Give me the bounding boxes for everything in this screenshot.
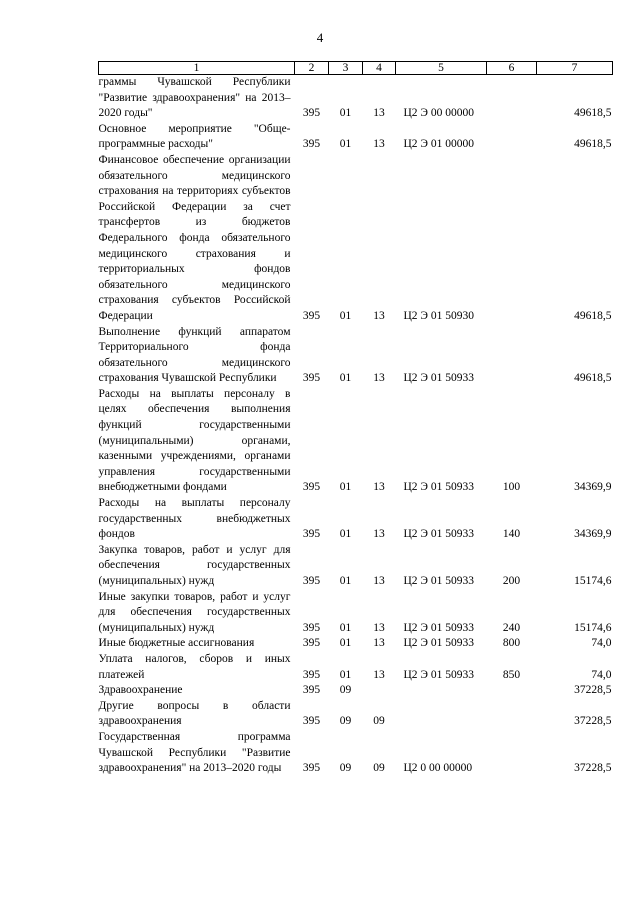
target-article-code [396,683,487,699]
table-row [99,543,613,590]
page-number: 4 [316,30,324,45]
amount: 74,0 [591,668,612,681]
table-row [99,122,613,153]
section-code: 01 [339,481,352,494]
ministry-code: 395 [302,621,321,634]
subsection-code: 13 [373,637,385,650]
subsection-code: 09 [373,715,385,728]
section-code: 09 [339,684,352,697]
expense-type-code: 240 [502,621,521,634]
target-article-code: Ц2 Э 01 50933 [403,621,475,634]
amount: 49618,5 [574,309,612,322]
ministry-code: 395 [302,715,321,728]
table-row [99,496,613,543]
subsection-code: 13 [373,668,385,681]
expense-type-code [487,122,537,153]
header-col-5: 5 [396,62,487,75]
budget-table [98,61,613,777]
section-code: 01 [339,528,352,541]
table-header [99,62,613,75]
subsection-code: 09 [373,762,385,775]
target-article-code: Ц2 Э 01 50930 [403,309,475,322]
expense-type-code: 140 [502,528,521,541]
section-code: 01 [339,668,352,681]
table-row [99,652,613,683]
table-row [99,387,613,496]
amount: 37228,5 [574,762,612,775]
expense-type-code: 100 [502,481,521,494]
subsection-code: 13 [373,621,385,634]
expense-type-code [487,730,537,777]
ministry-code: 395 [302,481,321,494]
subsection-code: 13 [373,575,385,587]
item-name: граммы Чувашской Республики "Развитие здравоохранения" на 2013–2020 годы" [98,76,291,120]
ministry-code: 395 [302,528,321,541]
section-code: 01 [339,621,352,634]
subsection-code: 13 [373,372,385,385]
item-name: Иные закупки товаров, работ и услуг для обеспечения государственных (муниципальных) нужд [98,590,291,634]
amount: 49618,5 [574,372,612,385]
amount: 74,0 [591,637,612,650]
section-code: 01 [339,372,352,385]
ministry-code: 395 [302,309,321,322]
target-article-code: Ц2 Э 01 50933 [403,668,475,681]
target-article-code: Ц2 Э 01 50933 [403,528,475,541]
item-name: Расходы на выплаты персоналу государственных внебюджетных фондов [98,497,291,541]
ministry-code: 395 [302,668,321,681]
item-name: Уплата налогов, сборов и иных платежей [98,652,291,681]
expense-type-code [487,325,537,387]
target-article-code: Ц2 Э 00 00000 [403,107,475,120]
section-code: 09 [339,762,352,775]
amount: 34369,9 [574,481,612,494]
header-col-2: 2 [295,62,329,75]
item-name: Расходы на выплаты персоналу в целях обеспечения выполнения функций государственными (муниципальными) органами, казенными учреждениями, органами управления государственными внебюджетными фондами [98,387,291,494]
item-name: Здравоохранение [98,684,183,697]
subsection-code: 13 [373,138,385,151]
amount: 34369,9 [574,528,612,541]
expense-type-code [487,75,537,122]
item-name: Иные бюджетные ассигнования [98,637,255,650]
expense-type-code: 200 [502,575,521,587]
table-row [99,590,613,637]
header-row [99,62,613,75]
expense-type-code: 850 [502,668,521,681]
item-name: Финансовое обеспечение организации обязательного медицинского страхования на территориях субъектов Российской Федерации за счет трансфертов из бюджетов Федерального фонда обязательного медицинского страхования и территориальных фондов обязательного медицинского страхования субъектов Российской Федерации [98,153,291,322]
section-code: 01 [339,107,352,120]
ministry-code: 395 [302,372,321,385]
section-code: 01 [339,637,352,650]
table-row [99,730,613,777]
expense-type-code: 800 [502,637,521,650]
subsection-code: 13 [373,481,385,494]
ministry-code: 395 [302,684,321,697]
target-article-code [396,699,487,730]
expense-type-code [487,683,537,699]
target-article-code: Ц2 Э 01 50933 [403,481,475,494]
ministry-code: 395 [302,637,321,650]
subsection-code [363,683,396,699]
table-row [99,683,613,699]
amount: 37228,5 [574,684,612,697]
item-name: Выполнение функций аппаратом Территориального фонда обязательного медицинского страхования Чувашской Республики [98,325,291,385]
header-col-7: 7 [537,62,613,75]
table-body [99,75,613,777]
expense-type-code [487,699,537,730]
expense-type-code [487,153,537,325]
header-col-1: 1 [99,62,295,75]
item-name: Основное мероприятие "Обще-программные расходы" [98,122,291,151]
amount: 49618,5 [574,107,612,120]
target-article-code: Ц2 Э 01 50933 [403,372,475,385]
target-article-code: Ц2 Э 01 50933 [403,637,475,650]
table-row [99,153,613,325]
item-name: Государственная программа Чувашской Республики "Развитие здравоохранения" на 2013–2020 годы [98,730,291,775]
header-col-4: 4 [363,62,396,75]
section-code: 01 [339,309,352,322]
header-col-3: 3 [329,62,363,75]
item-name: Другие вопросы в области здравоохранения [98,699,291,728]
ministry-code: 395 [302,762,321,775]
subsection-code: 13 [373,107,385,120]
amount: 49618,5 [574,138,612,151]
table-row [99,699,613,730]
amount: 15174,6 [574,621,612,634]
section-code: 09 [339,715,352,728]
table-row [99,325,613,387]
section-code: 01 [339,138,352,151]
target-article-code: Ц2 Э 01 50933 [403,575,475,587]
item-name: Закупка товаров, работ и услуг для обеспечения государственных (муниципальных) нужд [98,543,291,587]
amount: 15174,6 [574,575,612,587]
table-row [99,75,613,122]
ministry-code: 395 [302,107,321,120]
target-article-code: Ц2 Э 01 00000 [403,138,475,151]
table-row [99,636,613,652]
amount: 37228,5 [574,715,612,728]
section-code: 01 [339,575,352,587]
ministry-code: 395 [302,575,321,587]
ministry-code: 395 [302,138,321,151]
subsection-code: 13 [373,528,385,541]
header-col-6: 6 [487,62,537,75]
target-article-code: Ц2 0 00 00000 [403,762,473,775]
subsection-code: 13 [373,309,385,322]
